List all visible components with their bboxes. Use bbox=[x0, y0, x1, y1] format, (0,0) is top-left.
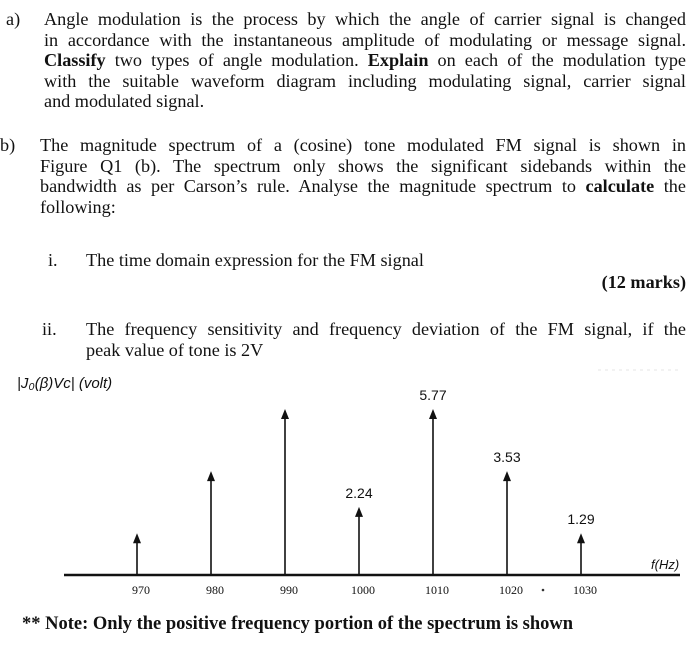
question-b-line-4: following: bbox=[40, 196, 116, 217]
spectral-arrow-980 bbox=[207, 471, 215, 481]
x-tick-label-1010: 1010 bbox=[425, 583, 449, 597]
x-tick-label-970: 970 bbox=[132, 583, 150, 597]
x-axis-label: f(Hz) bbox=[651, 557, 680, 572]
question-a-line-4: with the suitable waveform diagram including modulating signal, carrier signal bbox=[44, 70, 686, 91]
question-b-line-2: Figure Q1 (b). The spectrum only shows the significant sidebands within the bbox=[40, 155, 686, 176]
question-a-line-3-mid: two types of angle modulation. bbox=[105, 50, 368, 71]
question-a-line-2: in accordance with the instantaneous amplitude of modulating or message signal. bbox=[44, 29, 686, 50]
sub-i-label: i. bbox=[48, 250, 58, 270]
x-tick-label-1020: 1020 bbox=[499, 583, 523, 597]
x-tick-label-1030: 1030 bbox=[573, 583, 597, 597]
classify-keyword: Classify bbox=[44, 50, 106, 71]
dot-marker bbox=[542, 589, 545, 592]
question-a-line-3-end: on each of the modulation type bbox=[428, 50, 686, 71]
explain-keyword: Explain bbox=[367, 50, 429, 71]
amplitude-label-1030: 1.29 bbox=[567, 511, 595, 528]
marks-label: (12 marks) bbox=[601, 272, 686, 292]
question-b-line-1: The magnitude spectrum of a (cosine) tone modulated FM signal is shown in bbox=[40, 135, 686, 155]
spectral-arrow-1010 bbox=[429, 409, 437, 419]
spectral-arrow-1030 bbox=[577, 533, 585, 543]
x-tick-label-980: 980 bbox=[206, 583, 224, 597]
x-tick-label-990: 990 bbox=[280, 583, 298, 597]
amplitude-label-1020: 3.53 bbox=[493, 449, 521, 466]
sub-ii-line-1: The frequency sensitivity and frequency deviation of the FM signal, if the bbox=[86, 319, 686, 339]
spectral-arrow-970 bbox=[133, 533, 141, 543]
calculate-keyword: calculate bbox=[585, 176, 655, 197]
question-a-label: a) bbox=[6, 9, 21, 29]
question-b-label: b) bbox=[0, 135, 16, 155]
question-a-line-1: Angle modulation is the process by which the angle of carrier signal is changed bbox=[44, 9, 686, 29]
sub-i-text: The time domain expression for the FM signal bbox=[86, 250, 424, 270]
sub-ii-label: ii. bbox=[42, 319, 57, 339]
spectral-arrow-990 bbox=[281, 409, 289, 419]
x-tick-label-1000: 1000 bbox=[351, 583, 375, 597]
question-b-line-3-end: the bbox=[654, 176, 686, 197]
amplitude-label-1010: 5.77 bbox=[419, 387, 447, 403]
amplitude-label-1000: 2.24 bbox=[345, 484, 373, 501]
spectrum-note: ** Note: Only the positive frequency portion of the spectrum is shown bbox=[22, 614, 574, 634]
question-a-line-5: and modulated signal. bbox=[44, 91, 205, 112]
spectral-arrow-1000 bbox=[355, 507, 363, 517]
question-b-line-3-start: bandwidth as per Carson’s rule. Analyse the magnitude spectrum to bbox=[40, 176, 586, 197]
sub-ii-line-2: peak value of tone is 2V bbox=[86, 339, 264, 360]
y-axis-label: |J₀(β)Vc| (volt) bbox=[17, 375, 113, 392]
spectral-arrow-1020 bbox=[503, 471, 511, 481]
